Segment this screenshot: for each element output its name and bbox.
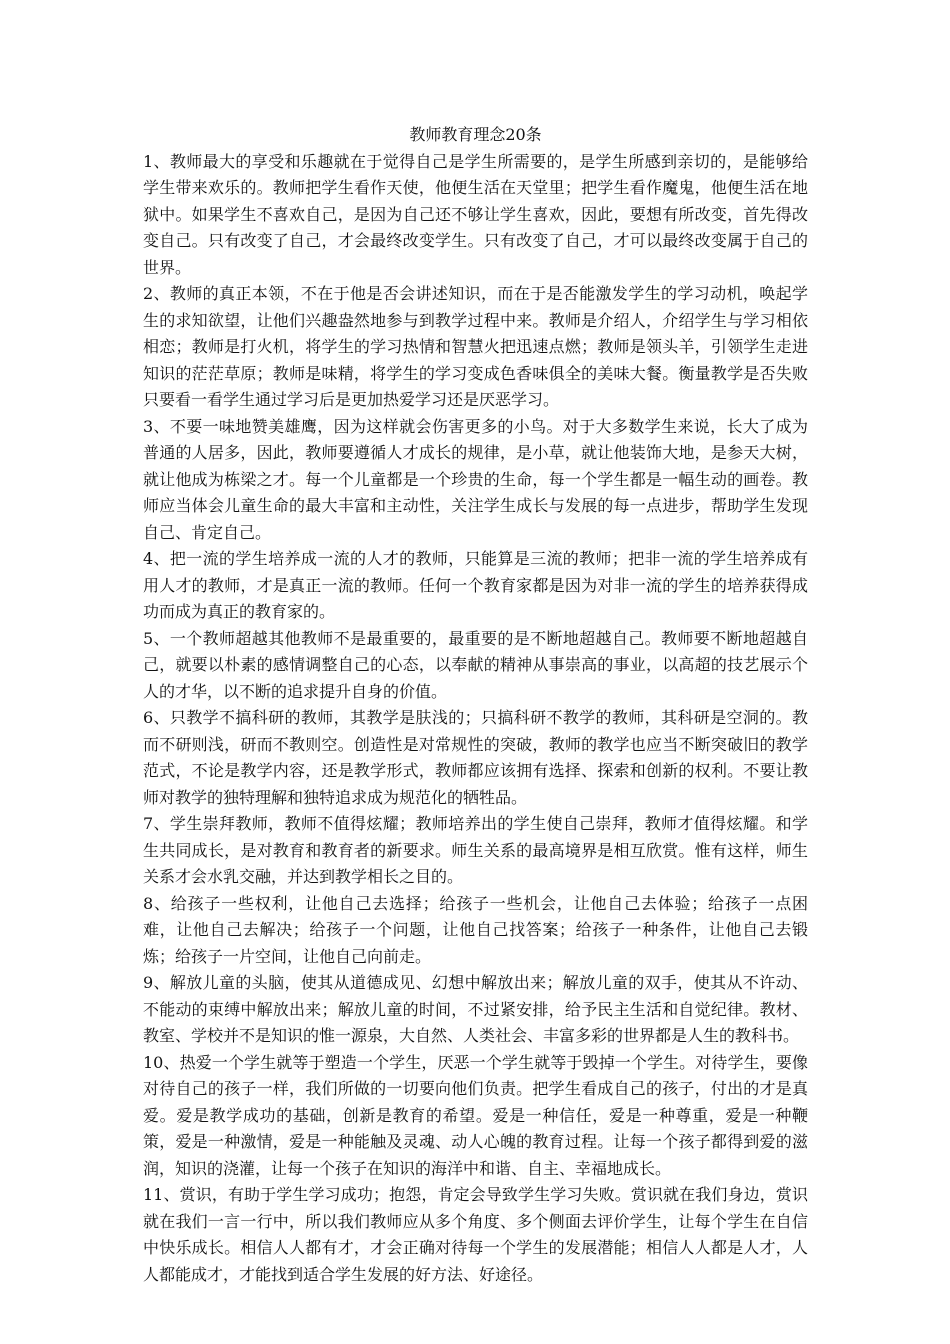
- paragraph-9: 9、解放儿童的头脑，使其从道德成见、幻想中解放出来；解放儿童的双手，使其从不许动、不能动的束缚中解放出来；解放儿童的时间，不过紧安排，给予民主生活和自觉纪律。教材、教室、学校并不是知识的惟一源泉，大自然、人类社会、丰富多彩的世界都是人生的教科书。: [143, 973, 808, 1045]
- paragraph-5: 5、一个教师超越其他教师不是最重要的，最重要的是不断地超越自己。教师要不断地超越自己，就要以朴素的感情调整自己的心态，以奉献的精神从事崇高的事业，以高超的技艺展示个人的才华，以不断的追求提升自身的价值。: [143, 628, 808, 701]
- paragraph-10: 10、热爱一个学生就等于塑造一个学生，厌恶一个学生就等于毁掉一个学生。对待学生，要像对待自己的孩子一样，我们所做的一切要向他们负责。把学生看成自己的孩子，付出的才是真爱。爱是教学成功的基础，创新是教育的希望。爱是一种信任，爱是一种尊重，爱是一种鞭策，爱是一种激情，爱是一种能触及灵魂、动人心魄的教育过程。让每一个孩子都得到爱的滋润，知识的浇灌，让每一个孩子在知识的海洋中和谐、自主、幸福地成长。: [143, 1052, 808, 1178]
- document-title: 教师教育理念20条: [409, 125, 542, 144]
- paragraph-4: 4、把一流的学生培养成一流的人才的教师，只能算是三流的教师；把非一流的学生培养成有用人才的教师，才是真正一流的教师。任何一个教育家都是因为对非一流的学生的培养获得成功而成为真正的教育家的。: [143, 549, 808, 621]
- paragraph-1: 1、教师最大的享受和乐趣就在于觉得自己是学生所需要的，是学生所感到亲切的，是能够给学生带来欢乐的。教师把学生看作天使，他便生活在天堂里；把学生看作魔鬼，他便生活在地狱中。如果学生不喜欢自己，是因为自己还不够让学生喜欢，因此，要想有所改变，首先得改变自己。只有改变了自己，才会最终改变学生。只有改变了自己，才可以最终改变属于自己的世界。: [143, 151, 808, 277]
- paragraph-11: 11、赏识，有助于学生学习成功；抱怨，肯定会导致学生学习失败。赏识就在我们身边，赏识就在我们一言一行中，所以我们教师应从多个角度、多个侧面去评价学生，让每个学生在自信中快乐成长。相信人人都有才，才会正确对待每一个学生的发展潜能；相信人人都是人才，人人都能成才，才能找到适合学生发展的好方法、好途径。: [143, 1185, 808, 1284]
- paragraph-3: 3、不要一味地赞美雄鹰，因为这样就会伤害更多的小鸟。对于大多数学生来说，长大了成为普通的人居多，因此，教师要遵循人才成长的规律，是小草，就让他装饰大地，是参天大树，就让他成为栋梁之才。每一个儿童都是一个珍贵的生命，每一个学生都是一幅生动的画卷。教师应当体会儿童生命的最大丰富和主动性，关注学生成长与发展的每一点进步，帮助学生发现自己、肯定自己。: [143, 416, 808, 542]
- document-page: [143, 122, 808, 1288]
- paragraph-7: 7、学生崇拜教师，教师不值得炫耀；教师培养出的学生使自己崇拜，教师才值得炫耀。和学生共同成长，是对教育和教育者的新要求。师生关系的最高境界是相互欣赏。惟有这样，师生关系才会水乳交融，并达到教学相长之目的。: [143, 814, 808, 886]
- paragraph-8: 8、给孩子一些权利，让他自己去选择；给孩子一些机会，让他自己去体验；给孩子一点困难，让他自己去解决；给孩子一个问题，让他自己找答案；给孩子一种条件，让他自己去锻炼；给孩子一片空间，让他自己向前走。: [143, 893, 808, 966]
- paragraph-2: 2、教师的真正本领，不在于他是否会讲述知识，而在于是否能激发学生的学习动机，唤起学生的求知欲望，让他们兴趣盎然地参与到教学过程中来。教师是介绍人，介绍学生与学习相依相恋；教师是打火机，将学生的学习热情和智慧火把迅速点燃；教师是领头羊，引领学生走进知识的茫茫草原；教师是味精，将学生的学习变成色香味俱全的美味大餐。衡量教学是否失败只要看一看学生通过学习后是更加热爱学习还是厌恶学习。: [143, 284, 808, 409]
- paragraph-6: 6、只教学不搞科研的教师，其教学是肤浅的；只搞科研不教学的教师，其科研是空洞的。教而不研则浅，研而不教则空。创造性是对常规性的突破，教师的教学也应当不断突破旧的教学范式，不论是教学内容，还是教学形式，教师都应该拥有选择、探索和创新的权利。不要让教师对教学的独特理解和独特追求成为规范化的牺牲品。: [143, 708, 808, 807]
